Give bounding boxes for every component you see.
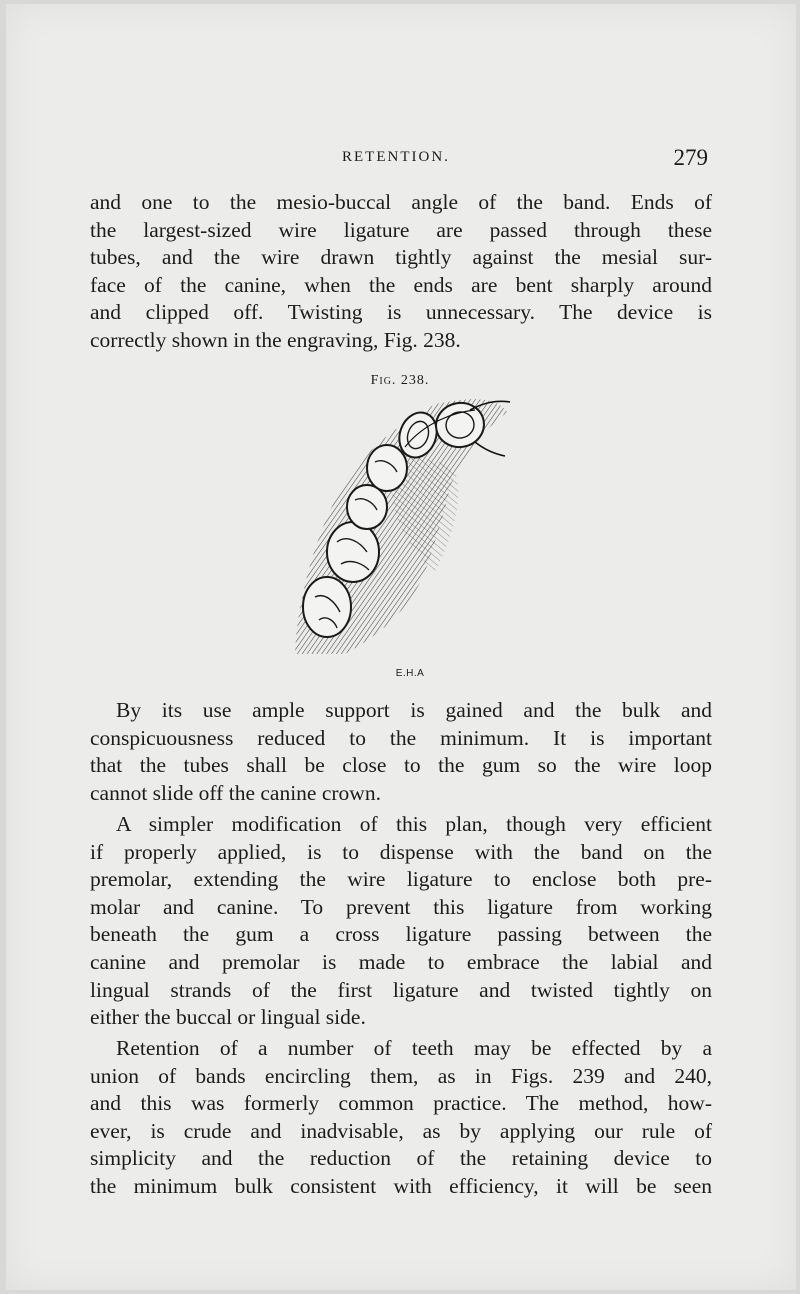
figure-caption xyxy=(0,373,800,389)
text-line: molar and canine. To prevent this ligature from working xyxy=(90,894,712,919)
text-line: canine and premolar is made to embrace the labial and xyxy=(90,949,712,974)
text-line: either the buccal or lingual side. xyxy=(90,1005,366,1030)
text-line: and clipped off. Twisting is unnecessary. The device is xyxy=(90,300,712,325)
text-line: union of bands encircling them, as in Figs. 239 and 240, xyxy=(90,1063,712,1088)
running-title: RETENTION. xyxy=(342,149,450,165)
paragraph-1 xyxy=(90,189,712,355)
text-line: By its use ample support is gained and the bulk and xyxy=(116,698,712,722)
page-number: 279 xyxy=(673,145,708,170)
paragraph-2 xyxy=(90,697,712,807)
figure-signature: E.H.A xyxy=(395,668,425,679)
text-line: tubes, and the wire drawn tightly against the mesial sur- xyxy=(90,245,712,270)
figure-caption-prefix: Fig. xyxy=(370,373,397,388)
text-line: ever, is crude and inadvisable, as by applying our rule of xyxy=(90,1118,712,1143)
text-line: A simpler modification of this plan, though very efficient xyxy=(116,812,712,836)
text-line: conspicuousness reduced to the minimum. It is important xyxy=(90,725,712,750)
text-line: and this was formerly common practice. The method, how- xyxy=(90,1091,712,1116)
figure-caption-number: 238. xyxy=(400,373,430,388)
running-head xyxy=(90,145,712,175)
paragraph-4 xyxy=(90,1035,712,1201)
text-line: face of the canine, when the ends are bent sharply around xyxy=(90,272,712,297)
text-line: lingual strands of the first ligature and twisted tightly on xyxy=(90,977,712,1002)
text-line: beneath the gum a cross ligature passing between the xyxy=(90,922,712,947)
text-line: cannot slide off the canine crown. xyxy=(90,780,381,805)
text-line: Retention of a number of teeth may be effected by a xyxy=(116,1036,712,1060)
text-line: and one to the mesio-buccal angle of the band. Ends of xyxy=(90,190,712,214)
text-line: correctly shown in the engraving, Fig. 238. xyxy=(90,327,461,352)
text-line: simplicity and the reduction of the retaining device to xyxy=(90,1146,712,1171)
text-line: the minimum bulk consistent with efficiency, it will be seen xyxy=(90,1173,712,1198)
dental-arch-illustration xyxy=(285,392,520,664)
text-line: the largest-sized wire ligature are passed through these xyxy=(90,217,712,242)
text-line: premolar, extending the wire ligature to enclose both pre- xyxy=(90,867,712,892)
text-line: if properly applied, is to dispense with the band on the xyxy=(90,839,712,864)
text-line: that the tubes shall be close to the gum so the wire loop xyxy=(90,753,712,778)
paragraph-3 xyxy=(90,811,712,1032)
